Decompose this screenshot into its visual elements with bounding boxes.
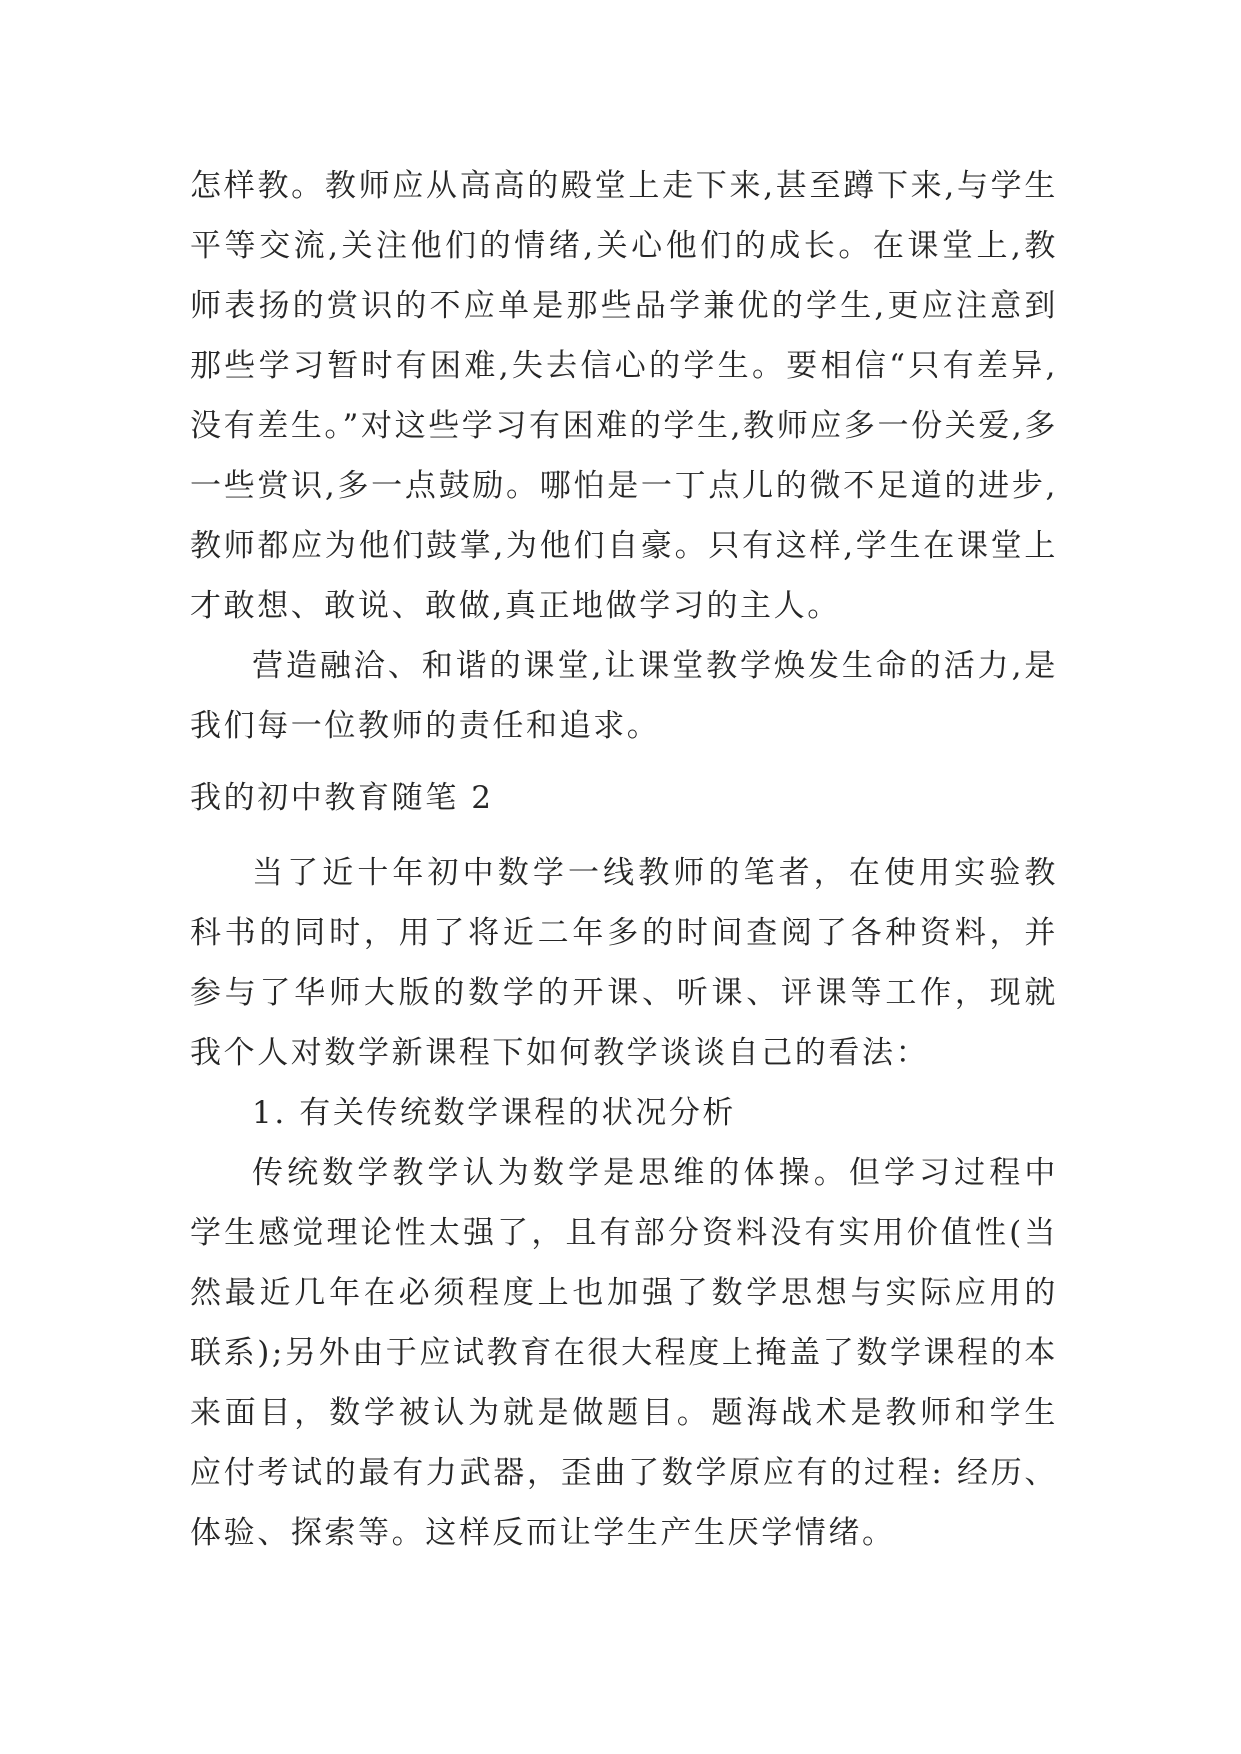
paragraph-continuation: 怎样教。教师应从高高的殿堂上走下来,甚至蹲下来,与学生平等交流,关注他们的情绪,关心他们的成长。在课堂上,教师表扬的赏识的不应单是那些品学兼优的学生,更应注意到那些学习暂时有困难,失去信心的学生。要相信“只有差异,没有差生。”对这些学习有困难的学生,教师应多一份关爱,多一些赏识,多一点鼓励。哪怕是一丁点儿的微不足道的进步,教师都应为他们鼓掌,为他们自豪。只有这样,学生在课堂上才敢想、敢说、敢做,真正地做学习的主人。: [190, 168, 1058, 624]
section-1-body: [190, 156, 1058, 756]
paragraph-analysis: 传统数学教学认为数学是思维的体操。但学习过程中学生感觉理论性太强了，且有部分资料没有实用价值性(当然最近几年在必须程度上也加强了数学思想与实际应用的联系);另外由于应试教育在很大程度上掩盖了数学课程的本来面目，数学被认为就是做题目。题海战术是教师和学生应付考试的最有力武器，歪曲了数学原应有的过程: 经历、体验、探索等。这样反而让学生产生厌学情绪。: [190, 1155, 1058, 1551]
section-2-body: [190, 843, 1058, 1563]
paragraph-intro: 当了近十年初中数学一线教师的笔者，在使用实验教科书的同时，用了将近二年多的时间查阅了各种资料，并参与了华师大版的数学的开课、听课、评课等工作，现就我个人对数学新课程下如何教学谈谈自己的看法：: [190, 855, 1058, 1071]
subheading-1: 1. 有关传统数学课程的状况分析: [252, 1095, 737, 1131]
section-2-title: 我的初中教育随笔 2: [190, 780, 494, 816]
paragraph-conclusion: 营造融洽、和谐的课堂,让课堂教学焕发生命的活力,是我们每一位教师的责任和追求。: [190, 648, 1058, 744]
